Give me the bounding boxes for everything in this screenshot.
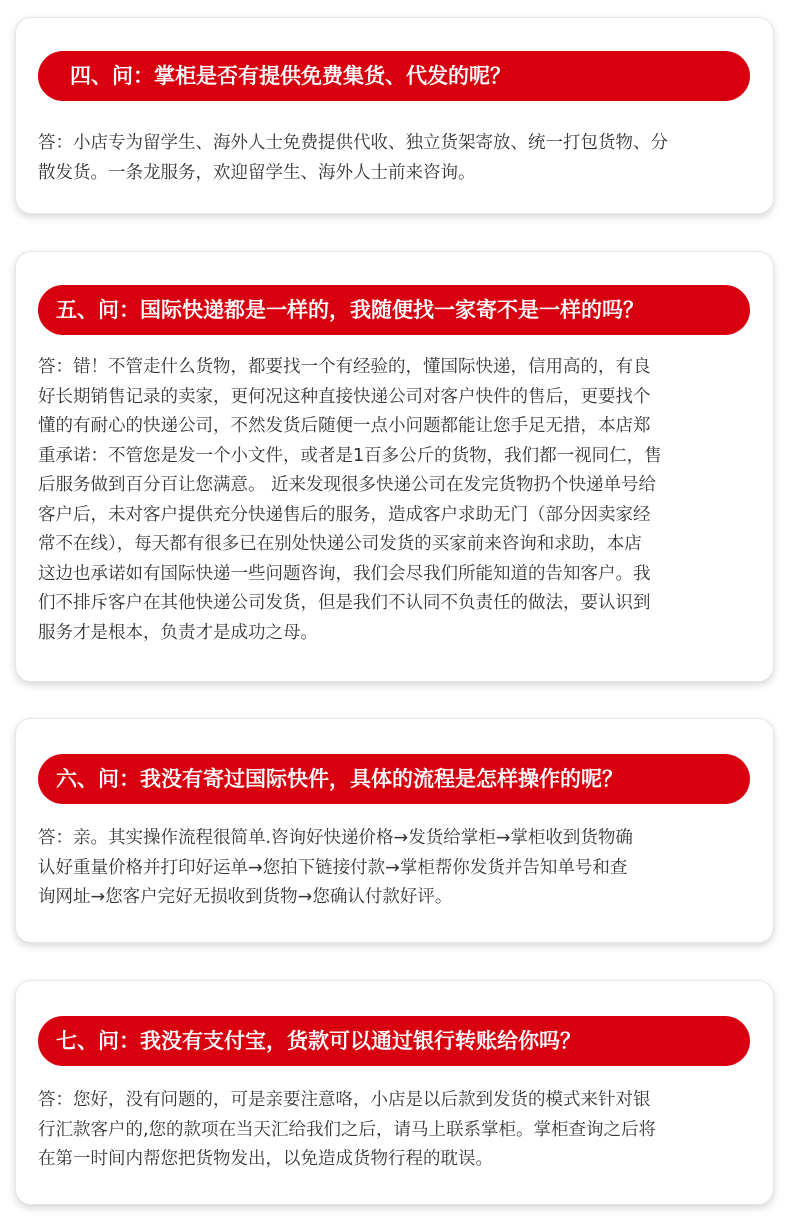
faq-answer-5: 答：错！不管走什么货物，都要找一个有经验的，懂国际快递，信用高的，有良 好长期销售记录的卖家，更何况这种直接快递公司对客户快件的售后，更要找个 懂的有耐心的快递公司，不然发货后随便一点小问题都能让您手足无措，本店郑 重承诺：不管您是发一个小文件，或者是1百多公斤的货物，我们都一视同仁，售 后服务做到百分百让您满意。 近来发现很多快递公司在发完货物扔个快递单号给 客户后，未对客户提供充分快递售后的服务，造成客户求助无门（部分因卖家经 常不在线），每天都有很多已在别处快递公司发货的买家前来咨询和求助，本店 这边也承诺如有国际快递一些问题咨询，我们会尽我们所能知道的告知客户。我 们不排斥客户在其他快递公司发货，但是我们不认同不负责任的做法，要认识到 服务才是根本，负责才是成功之母。 [38,357,662,643]
faq-answer-7: 答：您好，没有问题的，可是亲要注意咯，小店是以后款到发货的模式来针对银 行汇款客户的,您的款项在当天汇给我们之后，请马上联系掌柜。掌柜查询之后将 在第一时间内帮您把货物发出，以免造成货物行程的耽误。 [38,1090,657,1169]
faq-question-7: 七、问：我没有支付宝，货款可以通过银行转账给你吗？ [38,1016,750,1066]
faq-question-5: 五、问：国际快递都是一样的，我随便找一家寄不是一样的吗？ [38,285,750,335]
faq-card-4 [15,17,774,214]
faq-card-5 [15,251,774,682]
faq-card-6 [15,718,774,943]
faq-answer-4: 答：小店专为留学生、海外人士免费提供代收、独立货架寄放、统一打包货物、分 散发货。一条龙服务，欢迎留学生、海外人士前来咨询。 [38,133,668,183]
faq-answer-6: 答：亲。其实操作流程很简单.咨询好快递价格→发货给掌柜→掌柜收到货物确 认好重量价格并打印好运单→您拍下链接付款→掌柜帮你发货并告知单号和查 询网址→您客户完好无损收到货物→您确认付款好评。 [38,828,633,907]
faq-question-6: 六、问：我没有寄过国际快件，具体的流程是怎样操作的呢？ [38,754,750,804]
faq-question-4: 四、问：掌柜是否有提供免费集货、代发的呢？ [38,51,750,101]
faq-card-7 [15,980,774,1205]
